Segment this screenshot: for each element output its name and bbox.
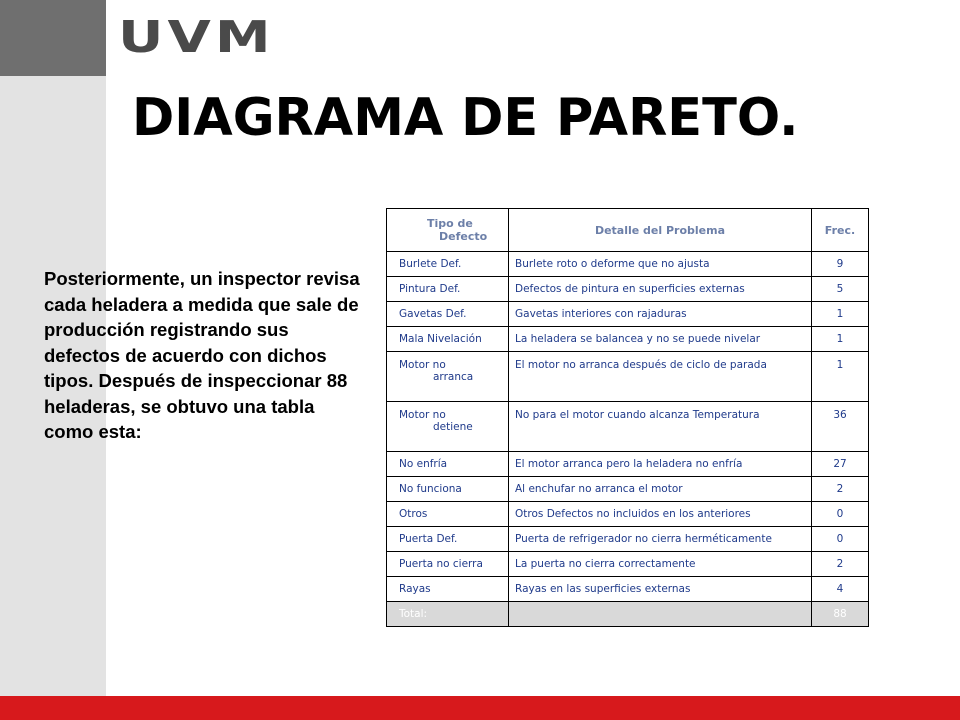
cell-frec: 1 <box>812 327 869 352</box>
cell-detalle: Gavetas interiores con rajaduras <box>509 302 812 327</box>
table-row <box>387 327 869 352</box>
cell-detalle: La puerta no cierra correctamente <box>509 552 812 577</box>
body-paragraph: Posteriormente, un inspector revisa cada heladera a medida que sale de producción registrando sus defectos de acuerdo con dichos tipos. Después de inspeccionar 88 heladeras, se obtuvo una tabla como esta: <box>44 268 360 442</box>
cell-tipo-line1: Motor no <box>399 409 446 421</box>
table-row <box>387 252 869 277</box>
cell-tipo <box>387 402 509 452</box>
cell-detalle: El motor arranca pero la heladera no enfría <box>509 452 812 477</box>
cell-tipo: Rayas <box>387 577 509 602</box>
table-row <box>387 502 869 527</box>
header-frec: Frec. <box>812 209 869 252</box>
header-tipo-line1: Tipo de <box>427 217 473 230</box>
cell-tipo: Pintura Def. <box>387 277 509 302</box>
total-label: Total: <box>387 602 509 627</box>
header-detalle: Detalle del Problema <box>509 209 812 252</box>
table-row <box>387 477 869 502</box>
cell-tipo-line2: arranca <box>433 371 474 383</box>
cell-tipo <box>387 352 509 402</box>
table-row <box>387 302 869 327</box>
table-header-row <box>387 209 869 252</box>
cell-tipo-line2: detiene <box>433 421 473 433</box>
uvm-logo: UVM <box>118 12 275 63</box>
cell-frec: 0 <box>812 502 869 527</box>
cell-detalle: La heladera se balancea y no se puede nivelar <box>509 327 812 352</box>
table-row <box>387 352 869 402</box>
cell-detalle: Defectos de pintura en superficies externas <box>509 277 812 302</box>
cell-frec: 4 <box>812 577 869 602</box>
cell-tipo: No enfría <box>387 452 509 477</box>
cell-frec: 2 <box>812 477 869 502</box>
cell-tipo-line1: Motor no <box>399 359 446 371</box>
defects-table-container <box>386 208 868 627</box>
cell-detalle: Rayas en las superficies externas <box>509 577 812 602</box>
cell-detalle: El motor no arranca después de ciclo de parada <box>509 352 812 402</box>
cell-tipo: Otros <box>387 502 509 527</box>
cell-frec: 9 <box>812 252 869 277</box>
header-tipo-defecto <box>387 209 509 252</box>
cell-frec: 36 <box>812 402 869 452</box>
cell-frec: 1 <box>812 302 869 327</box>
table-row <box>387 527 869 552</box>
logo-block <box>0 0 106 76</box>
cell-frec: 5 <box>812 277 869 302</box>
cell-tipo: Mala Nivelación <box>387 327 509 352</box>
cell-tipo: Burlete Def. <box>387 252 509 277</box>
table-row <box>387 402 869 452</box>
cell-tipo: Puerta Def. <box>387 527 509 552</box>
cell-detalle: Burlete roto o deforme que no ajusta <box>509 252 812 277</box>
bottom-red-bar <box>0 696 960 720</box>
table-row <box>387 577 869 602</box>
cell-frec: 1 <box>812 352 869 402</box>
cell-frec: 27 <box>812 452 869 477</box>
header-tipo-line2: Defecto <box>439 230 488 243</box>
cell-frec: 0 <box>812 527 869 552</box>
table-row <box>387 277 869 302</box>
cell-frec: 2 <box>812 552 869 577</box>
cell-detalle: Puerta de refrigerador no cierra herméticamente <box>509 527 812 552</box>
cell-tipo: No funciona <box>387 477 509 502</box>
page-title: DIAGRAMA DE PARETO. <box>132 88 799 148</box>
table-row <box>387 552 869 577</box>
cell-detalle: No para el motor cuando alcanza Temperatura <box>509 402 812 452</box>
defects-table <box>386 208 869 627</box>
cell-detalle: Al enchufar no arranca el motor <box>509 477 812 502</box>
total-empty-cell <box>509 602 812 627</box>
cell-tipo: Puerta no cierra <box>387 552 509 577</box>
total-value: 88 <box>812 602 869 627</box>
cell-detalle: Otros Defectos no incluidos en los anteriores <box>509 502 812 527</box>
table-row <box>387 452 869 477</box>
cell-tipo: Gavetas Def. <box>387 302 509 327</box>
table-total-row <box>387 602 869 627</box>
